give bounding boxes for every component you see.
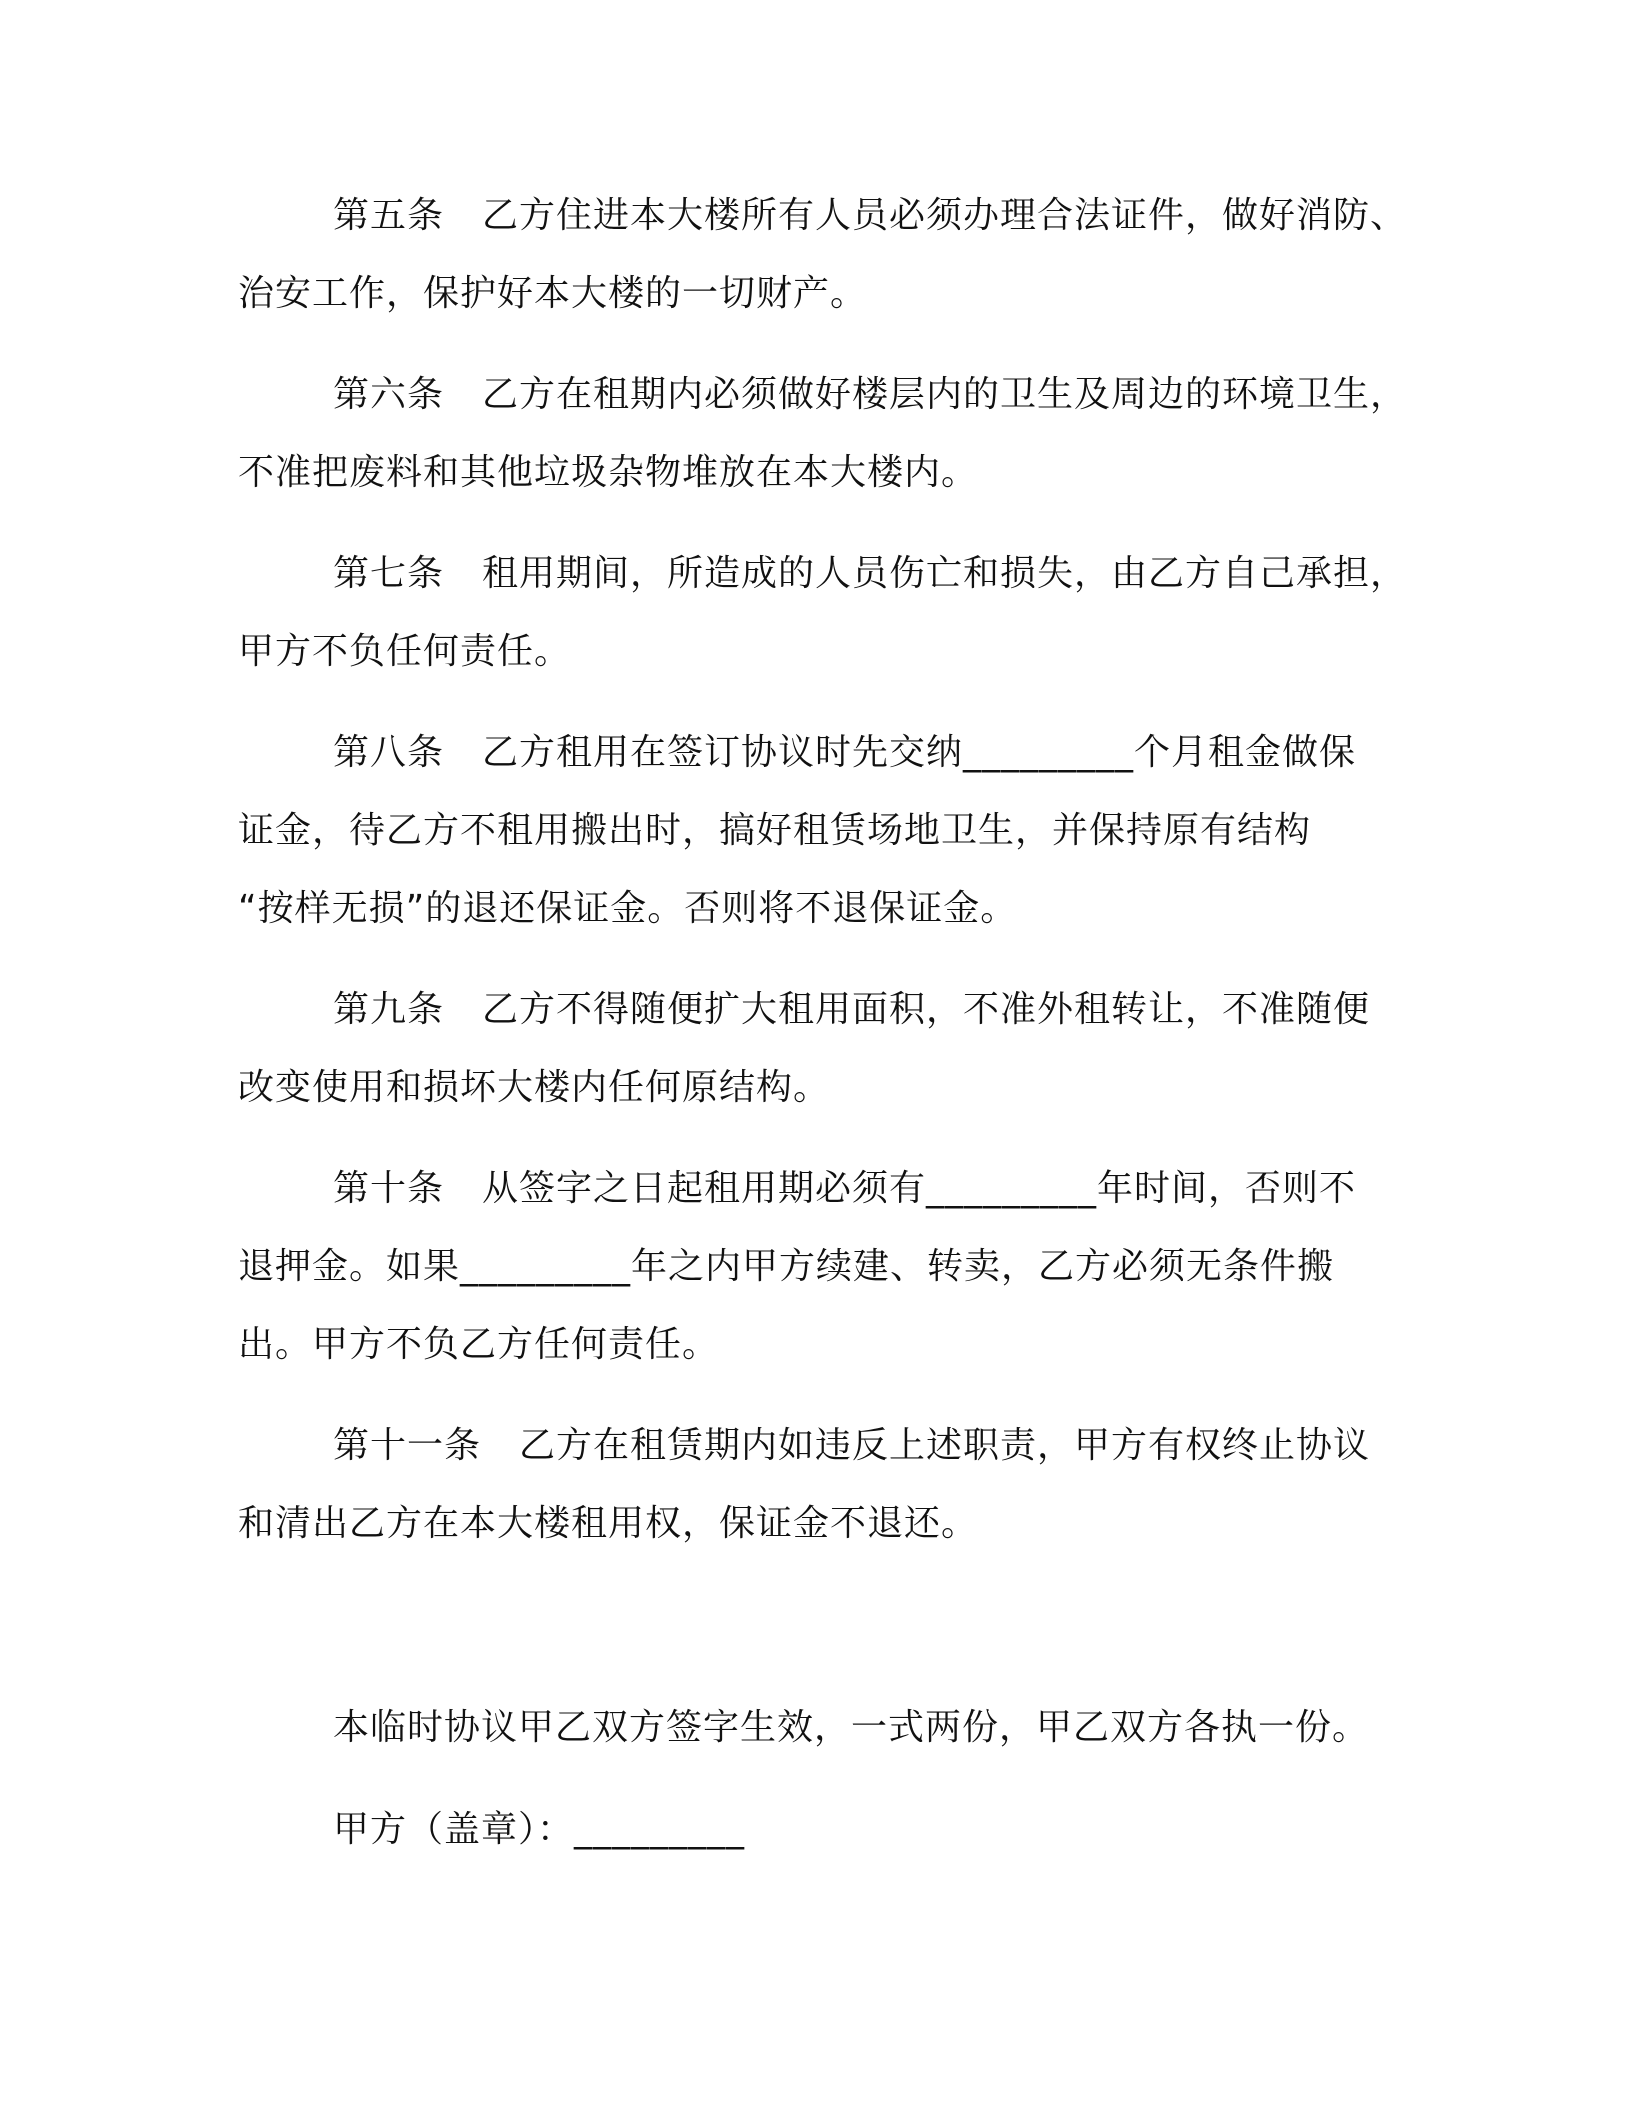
article-9-line-2: 改变使用和损坏大楼内任何原结构。 [238, 1067, 831, 1108]
article-9-line-1 [333, 988, 1370, 1032]
article-6-line-2: 不准把废料和其他垃圾杂物堆放在本大楼内。 [238, 452, 979, 493]
article-10-line-2: 退押金。如果_________年之内甲方续建、转卖，乙方必须无条件搬 [238, 1246, 1335, 1287]
article-text: 乙方在租赁期内如违反上述职责，甲方有权终止协议 [519, 1425, 1371, 1466]
article-10-line-3: 出。甲方不负乙方任何责任。 [238, 1324, 720, 1365]
article-label: 第五条 [333, 195, 445, 236]
article-text: 乙方住进本大楼所有人员必须办理合法证件，做好消防、 [482, 195, 1408, 236]
article-5-line-1 [333, 194, 1407, 238]
article-text: 从签字之日起租用期必须有_________年时间，否则不 [482, 1168, 1357, 1209]
article-text: 乙方租用在签订协议时先交纳_________个月租金做保 [482, 732, 1357, 773]
article-7-line-1 [333, 552, 1407, 596]
article-label: 第九条 [333, 989, 445, 1030]
article-label: 第七条 [333, 553, 445, 594]
article-label: 第八条 [333, 732, 445, 773]
party-a-signature-line: 甲方（盖章）：_________ [333, 1809, 746, 1850]
article-8-line-2: 证金，待乙方不租用搬出时，搞好租赁场地卫生，并保持原有结构 [238, 810, 1312, 851]
article-5-line-2: 治安工作，保护好本大楼的一切财产。 [238, 273, 868, 314]
article-10-line-1 [333, 1167, 1356, 1211]
article-7-line-2: 甲方不负任何责任。 [238, 631, 572, 672]
article-text: 乙方不得随便扩大租用面积，不准外租转让，不准随便 [482, 989, 1371, 1030]
article-6-line-1 [333, 373, 1407, 417]
article-8-line-1 [333, 731, 1356, 775]
article-label: 第十一条 [333, 1425, 482, 1466]
article-11-line-1 [333, 1424, 1370, 1468]
article-label: 第六条 [333, 374, 445, 415]
article-11-line-2: 和清出乙方在本大楼租用权，保证金不退还。 [238, 1503, 979, 1544]
closing-statement: 本临时协议甲乙双方签字生效，一式两份，甲乙双方各执一份。 [333, 1707, 1370, 1748]
article-text: 乙方在租期内必须做好楼层内的卫生及周边的环境卫生， [482, 374, 1408, 415]
article-8-line-3: “按样无损”的退还保证金。否则将不退保证金。 [238, 888, 1018, 929]
article-text: 租用期间，所造成的人员伤亡和损失，由乙方自己承担， [482, 553, 1408, 594]
article-label: 第十条 [333, 1168, 445, 1209]
